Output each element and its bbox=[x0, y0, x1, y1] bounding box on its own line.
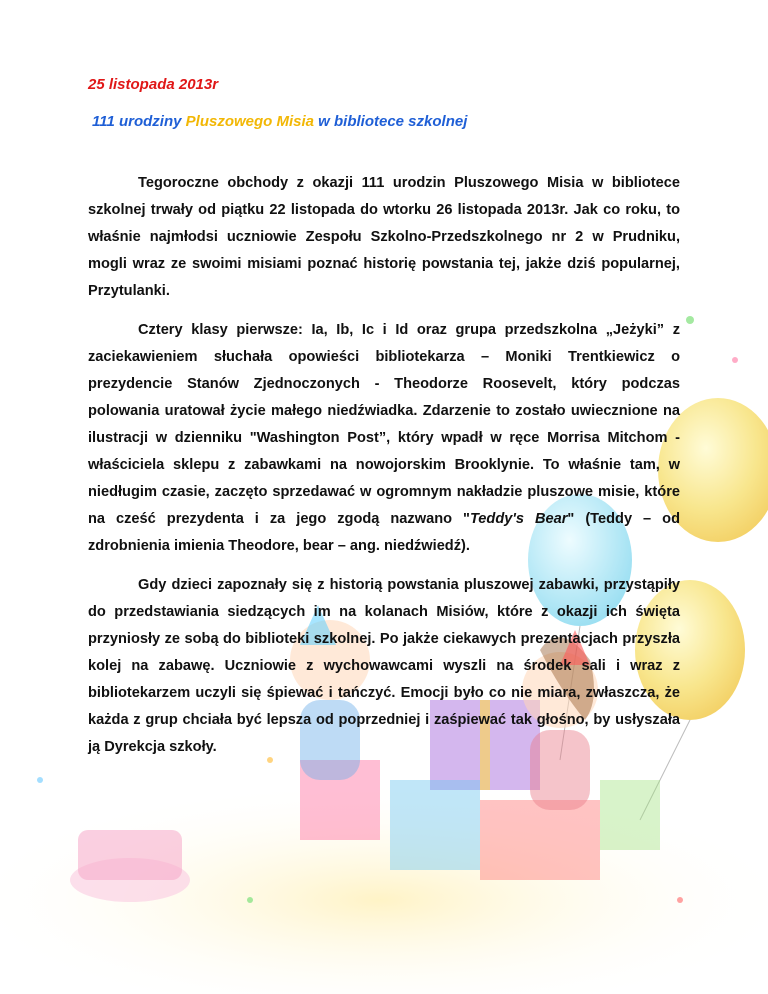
document-date: 25 listopada 2013r bbox=[88, 76, 219, 93]
title-part-3: w bibliotece szkolnej bbox=[314, 113, 468, 130]
document-title bbox=[92, 113, 680, 130]
title-highlight: Pluszowego Misia bbox=[185, 113, 314, 130]
paragraph-3: Gdy dzieci zapoznały się z historią powstania pluszowej zabawki, przystąpiły do przedstawiania siedzących im na kolanach Misiów, które z okazji ich święta przyniosły ze sobą do biblioteki szkolnej. Po jakże ciekawych prezentacjach przyszła kolej na zabawę. Uczniowie z wychowawcami wyszli na środek sali i wraz z bibliotekarzem uczyli się śpiewać i tańczyć. Emocji było co nie miara, zwłaszcza, że każda z grup chciała być lepsza od poprzedniej i zaśpiewać tak głośno, by usłyszała ją Dyrekcja szkoły. bbox=[88, 577, 680, 755]
title-part-1: 111 urodziny bbox=[92, 113, 186, 130]
document-page bbox=[88, 76, 680, 773]
paragraph-2-end: " (Teddy – od zdrobnienia imienia Theodore, bear – ang. niedźwiedź). bbox=[88, 511, 680, 554]
paragraph-2-start: Cztery klasy pierwsze: Ia, Ib, Ic i Id oraz grupa przedszkolna „Jeżyki” z zaciekawieniem słuchała opowieści bibliotekarza – Moniki Trentkiewicz o prezydencie Stanów Zjednoczonych - Theodorze Roosevelt, który podczas polowania uratował życie małego niedźwiadka. Zdarzenie to zostało uwiecznione na ilustracji w dzienniku "Washington Post”, który wpadł w ręce Morrisa Mitchom - właściciela sklepu z zabawkami na nowojorskim Brooklynie. To właśnie tam, w niedługim czasie, zaczęto sprzedawać w ogromnym nakładzie pluszowe misie, które na cześć prezydenta i za jego zgodą nazwano " bbox=[88, 322, 680, 527]
paragraph-2 bbox=[88, 317, 680, 560]
teddy-bear-term: Teddy's Bear bbox=[469, 511, 568, 527]
paragraph-1: Tegoroczne obchody z okazji 111 urodzin Pluszowego Misia w bibliotece szkolnej trwały od piątku 22 listopada do wtorku 26 listopada 2013r. Jak co roku, to właśnie najmłodsi uczniowie Zespołu Szkolno-Przedszkolnego nr 2 w Prudniku, mogli wraz ze swoimi misiami poznać historię powstania tej, jakże dziś popularnej, Przytulanki. bbox=[88, 175, 680, 299]
